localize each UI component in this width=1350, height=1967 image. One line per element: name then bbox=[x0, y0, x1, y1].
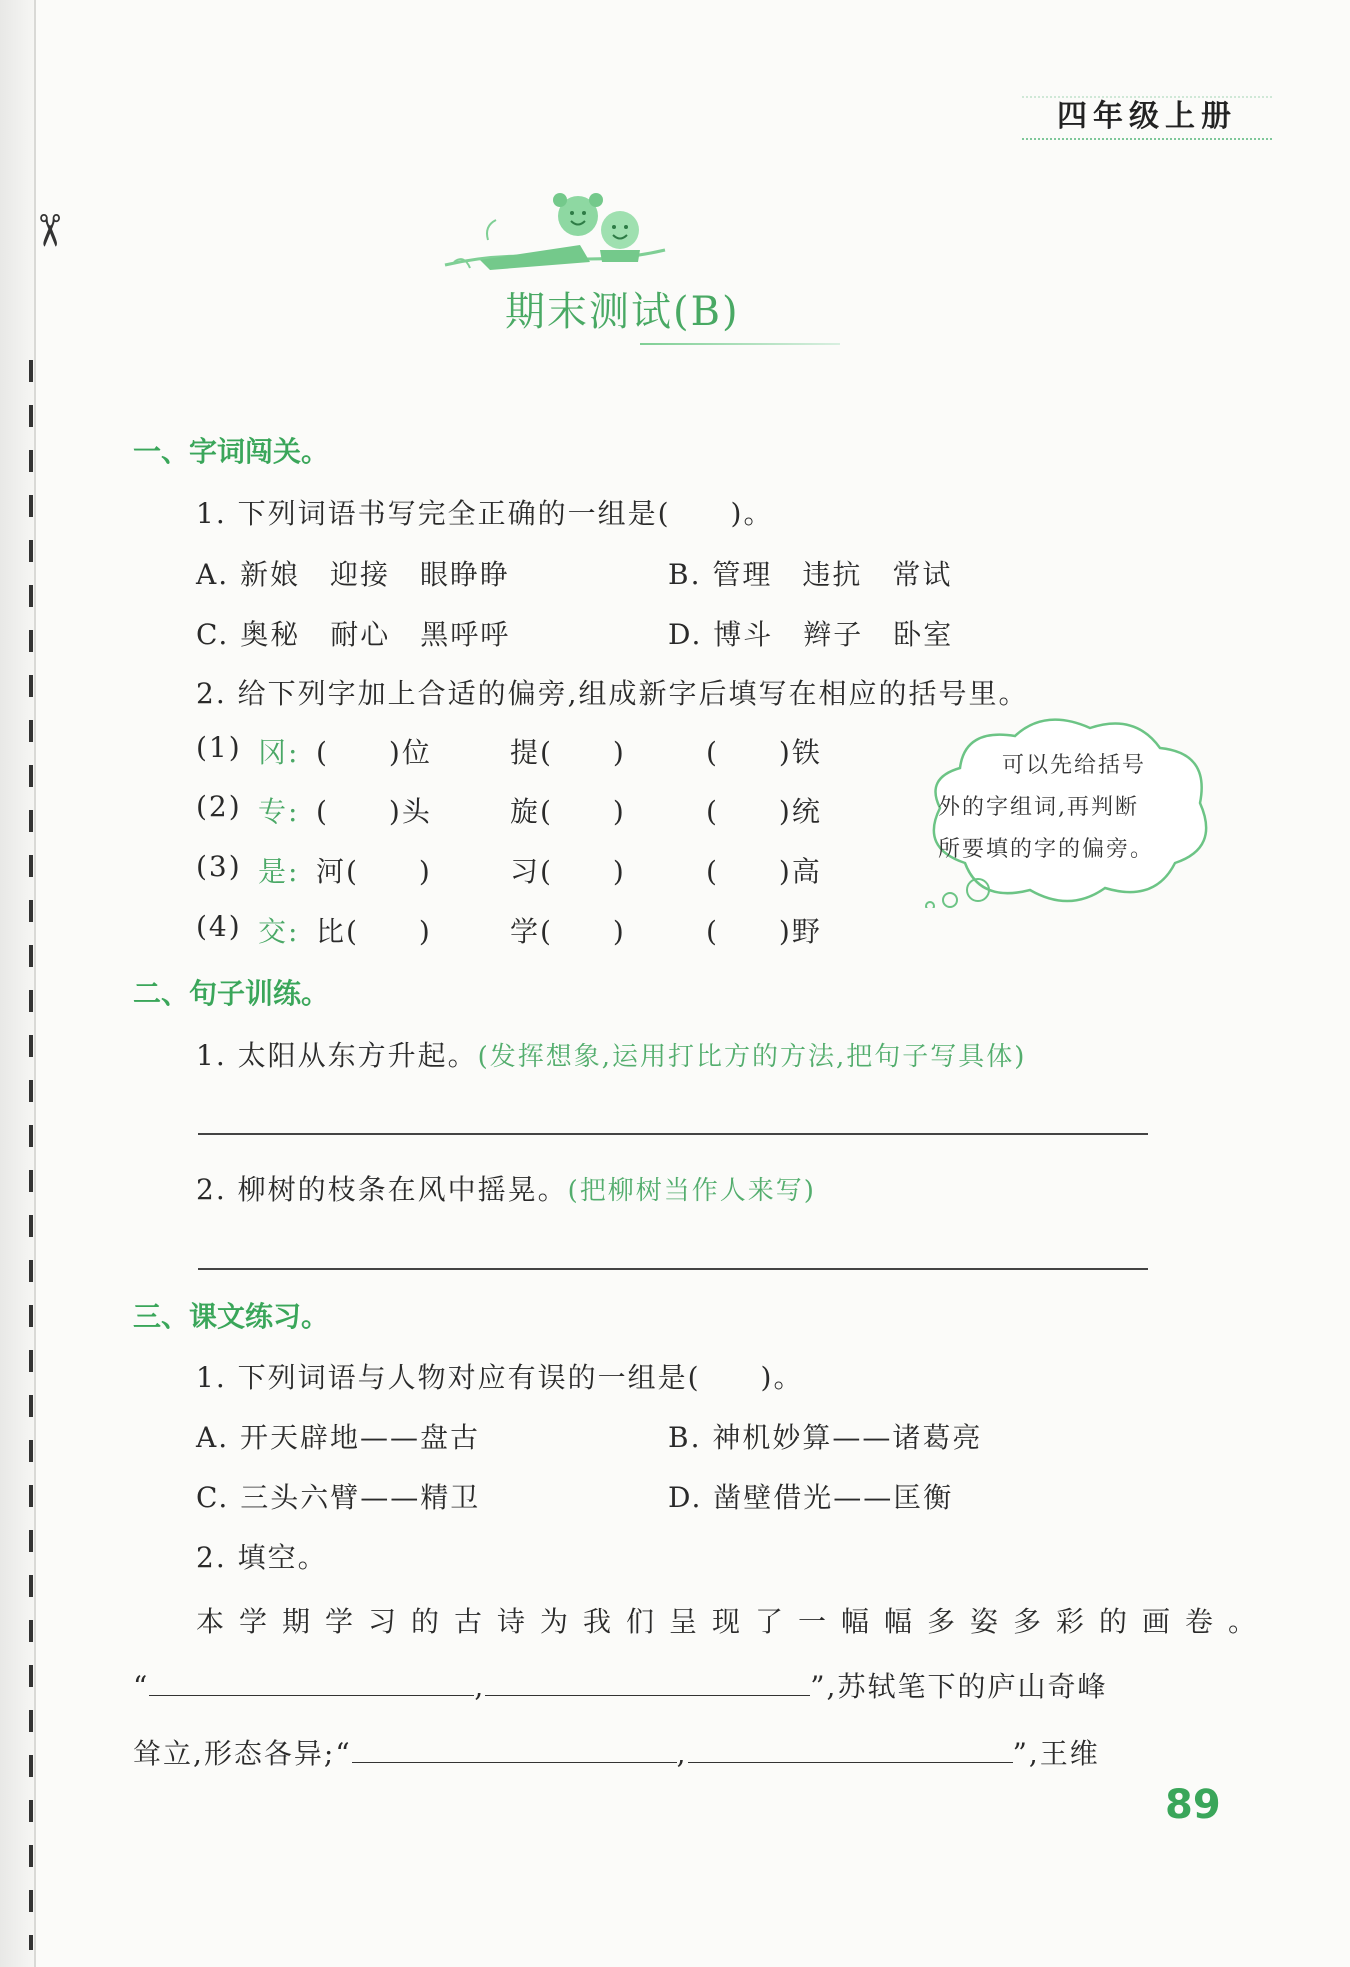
poem-blank[interactable] bbox=[149, 1671, 474, 1696]
question-stem: 2. 给下列字加上合适的偏旁,组成新字后填写在相应的括号里。 bbox=[196, 677, 1029, 710]
question-stem: 1. 下列词语与人物对应有误的一组是( )。 bbox=[196, 1361, 804, 1394]
fill-b: 提( ) bbox=[510, 736, 626, 769]
section-heading-1: 一、字词闯关。 bbox=[133, 435, 330, 468]
fill-line bbox=[133, 1732, 1100, 1772]
fill-a: 河( ) bbox=[316, 855, 432, 888]
option-b: B. 神机妙算——诸葛亮 bbox=[668, 1421, 983, 1454]
tip-text bbox=[938, 745, 1208, 871]
fill-text: 耸立,形态各异;“ bbox=[133, 1737, 352, 1770]
scissors-icon: ✂ bbox=[22, 212, 74, 249]
quote-mark: “ bbox=[133, 1670, 150, 1703]
fill-b: 学( ) bbox=[510, 915, 626, 948]
row-number: (4) bbox=[196, 910, 242, 943]
page-number: 89 bbox=[1165, 1782, 1221, 1828]
option-d: D. 博斗 辫子 卧室 bbox=[668, 618, 954, 651]
row-number: (3) bbox=[196, 850, 242, 883]
sentence-question bbox=[196, 1168, 816, 1208]
grade-label: 四年级上册 bbox=[1022, 96, 1272, 140]
paragraph: 本学期学习的古诗为我们呈现了一幅幅多姿多彩的画卷。 bbox=[196, 1605, 1272, 1638]
row-number: (2) bbox=[196, 790, 242, 823]
answer-line[interactable] bbox=[198, 1268, 1148, 1270]
base-char: 交: bbox=[258, 915, 300, 948]
fill-c: ( )铁 bbox=[706, 736, 822, 769]
comma: , bbox=[676, 1737, 688, 1770]
option-a: A. 新娘 迎接 眼睁睁 bbox=[196, 558, 511, 591]
option-b: B. 管理 违抗 常试 bbox=[668, 558, 953, 591]
poem-blank[interactable] bbox=[688, 1738, 1013, 1763]
page-title: 期末测试(B) bbox=[505, 289, 740, 335]
question-stem: 1. 太阳从东方升起。 bbox=[196, 1039, 478, 1072]
poem-blank[interactable] bbox=[485, 1671, 810, 1696]
fill-text: ”,苏轼笔下的庐山奇峰 bbox=[810, 1670, 1108, 1703]
poem-blank[interactable] bbox=[352, 1738, 677, 1763]
cut-line bbox=[29, 360, 33, 1950]
fill-b: 习( ) bbox=[510, 855, 626, 888]
kids-illustration-icon bbox=[440, 190, 670, 290]
comma: , bbox=[474, 1670, 486, 1703]
answer-line[interactable] bbox=[198, 1133, 1148, 1135]
fill-text: ”,王维 bbox=[1012, 1737, 1100, 1770]
row-number: (1) bbox=[196, 731, 242, 764]
fill-a: 比( ) bbox=[316, 915, 432, 948]
title-underline bbox=[640, 343, 840, 345]
section-heading-3: 三、课文练习。 bbox=[133, 1300, 330, 1333]
question-hint: (把柳树当作人来写) bbox=[567, 1176, 816, 1206]
page-edge bbox=[34, 0, 36, 1967]
tip-line: 所要填的字的偏旁。 bbox=[938, 837, 1155, 862]
question-stem: 1. 下列词语书写完全正确的一组是( )。 bbox=[196, 497, 774, 530]
question-stem: 2. 柳树的枝条在风中摇晃。 bbox=[196, 1173, 568, 1206]
tip-line: 可以先给括号 bbox=[1002, 753, 1147, 778]
fill-line bbox=[133, 1665, 1107, 1705]
base-char: 专: bbox=[258, 795, 300, 828]
fill-c: ( )高 bbox=[706, 855, 822, 888]
option-c: C. 三头六臂——精卫 bbox=[196, 1481, 481, 1514]
fill-c: ( )野 bbox=[706, 915, 822, 948]
option-a: A. 开天辟地——盘古 bbox=[196, 1421, 481, 1454]
fill-a: ( )位 bbox=[316, 736, 432, 769]
base-char: 冈: bbox=[258, 736, 300, 769]
fill-c: ( )统 bbox=[706, 795, 822, 828]
option-c: C. 奥秘 耐心 黑呼呼 bbox=[196, 618, 511, 651]
base-char: 是: bbox=[258, 855, 300, 888]
question-hint: (发挥想象,运用打比方的方法,把句子写具体) bbox=[477, 1042, 1027, 1072]
fill-a: ( )头 bbox=[316, 795, 432, 828]
fill-b: 旋( ) bbox=[510, 795, 626, 828]
question-stem: 2. 填空。 bbox=[196, 1541, 328, 1574]
option-d: D. 凿壁借光——匡衡 bbox=[668, 1481, 954, 1514]
tip-line: 外的字组词,再判断 bbox=[938, 795, 1139, 820]
sentence-question bbox=[196, 1034, 1026, 1074]
section-heading-2: 二、句子训练。 bbox=[133, 977, 330, 1010]
